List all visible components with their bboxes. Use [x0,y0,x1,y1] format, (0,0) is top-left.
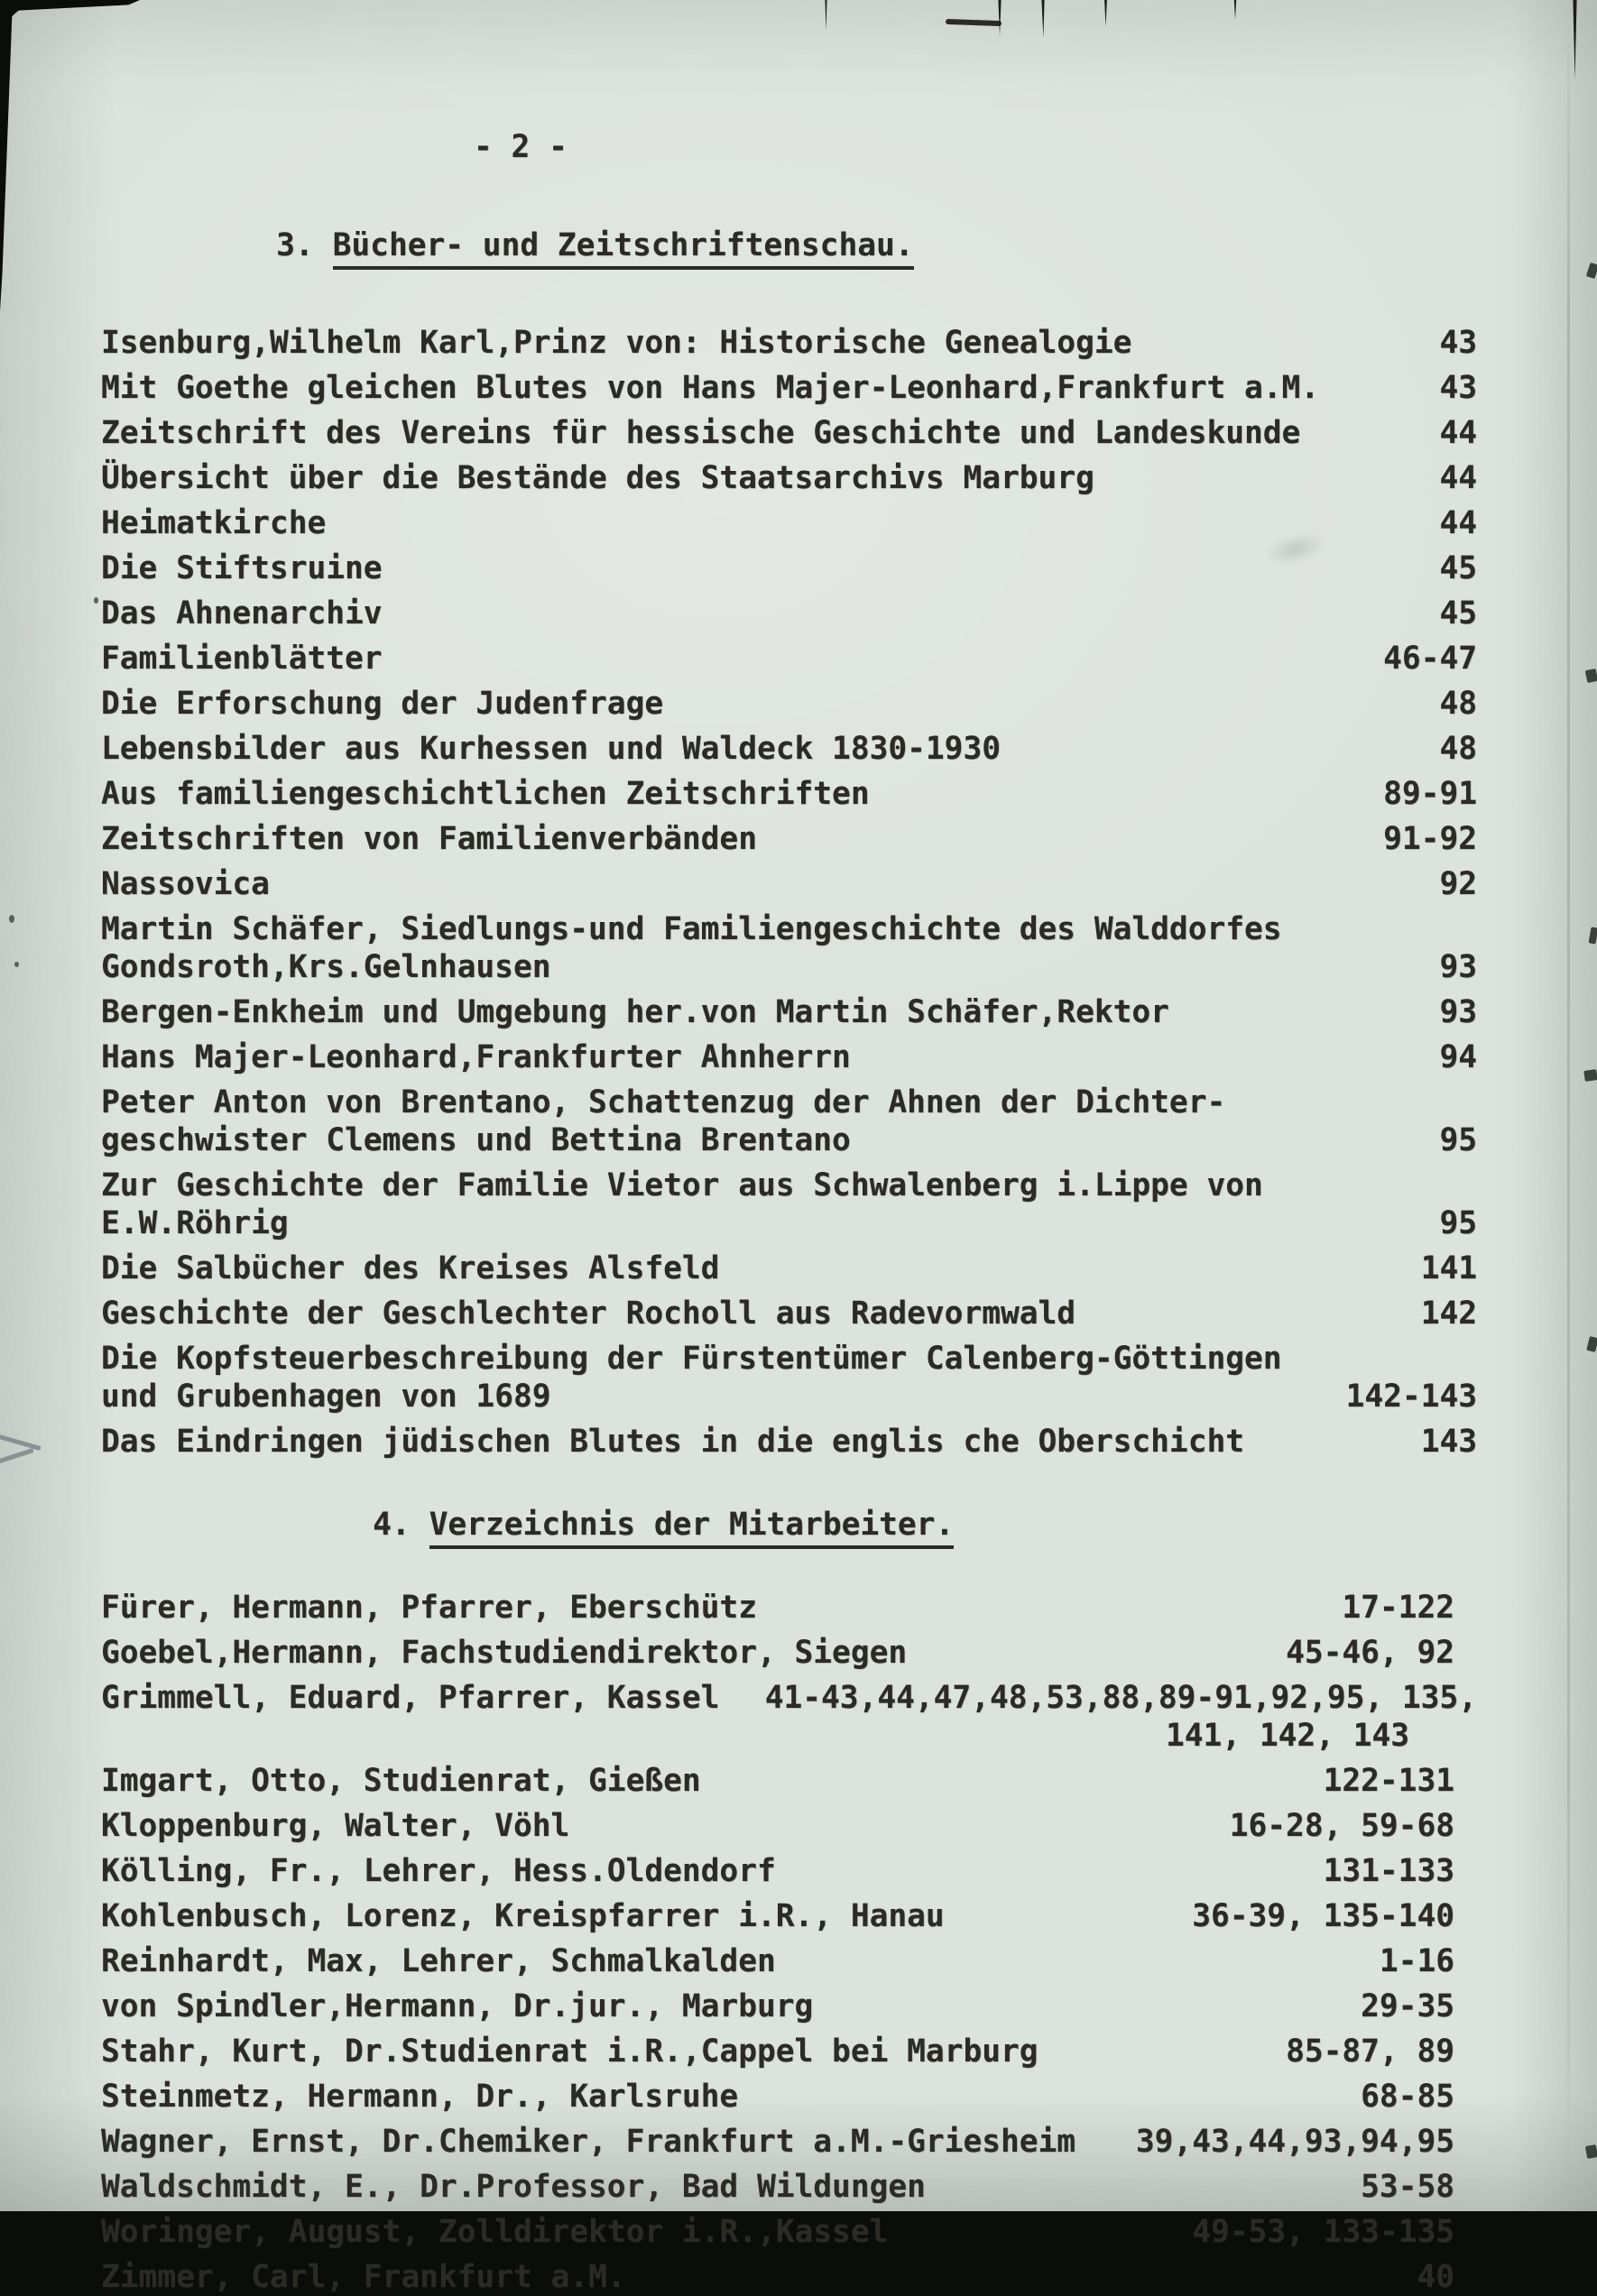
entry-pages: 91-92 [1383,821,1477,857]
entry-pages [719,1679,1477,1755]
toc-entry [101,1038,1477,1076]
entry-title: Die Stiftsruine [101,550,383,586]
entry-title: von Spindler,Hermann, Dr.jur., Marburg [101,1988,814,2024]
toc-entry [101,775,1477,813]
entry-title: Goebel,Hermann, Fachstudiendirektor, Siegen [101,1635,908,1671]
entry-pages: 92 [1439,866,1477,902]
entry-pages: 93 [1439,994,1477,1030]
entry-pages: 16-28, 59-68 [1229,1808,1454,1844]
entry-title: Peter Anton von Brentano, Schattenzug der Ahnen der Dichter- [101,1084,1226,1120]
entry-pages: 1-16 [1379,1943,1454,1979]
contributor-entry [101,1852,1477,1890]
entry-pages: 122-131 [1323,1763,1454,1799]
entry-pages: 44 [1439,460,1477,496]
entry-title: Das Eindringen jüdischen Blutes in die englis che Oberschicht [101,1424,1245,1460]
entry-pages: 17-122 [1342,1590,1454,1626]
entry-pages-line1: 41-43,44,47,48,53,88,89-91,92,95, 135, [764,1680,1477,1716]
contributor-entry [101,1679,1477,1755]
toc-entry [101,1083,1477,1159]
entry-pages: 43 [1439,325,1477,361]
entry-pages: 43 [1439,370,1477,406]
entry-pages: 53-58 [1361,2169,1454,2205]
entry-title: Reinhardt, Max, Lehrer, Schmalkalden [101,1943,776,1979]
entry-pages: 49-53, 133-135 [1192,2214,1454,2250]
contributor-entry [101,1942,1477,1980]
entry-pages: 36-39, 135-140 [1192,1898,1454,1934]
entry-title: Das Ahnenarchiv [101,595,383,632]
entry-pages: 40 [1417,2259,1454,2295]
entry-pages: 93 [1439,949,1477,985]
entry-title: Die Kopfsteuerbeschreibung der Fürstentümer Calenberg-Göttingen [101,1341,1282,1377]
entry-title: Heimatkirche [101,505,327,541]
paper-speck [14,962,19,967]
entry-title: Bergen-Enkheim und Umgebung her.von Martin Schäfer,Rektor [101,994,1169,1030]
toc-entry [101,369,1477,407]
paper-edge-nick [1585,2144,1597,2159]
toc-entry [101,685,1477,723]
entry-pages: 94 [1439,1039,1477,1075]
entry-title: Nassovica [101,866,270,902]
section-heading-mitarbeiter [298,1468,1477,1581]
document-content [101,0,1477,2296]
entry-title-line2: geschwister Clemens und Bettina Brentano [101,1122,851,1158]
entry-pages: 141 [1420,1250,1477,1286]
page-number: - 2 - [474,129,568,165]
entry-pages: 85-87, 89 [1286,2033,1454,2070]
entry-pages: 142 [1420,1296,1477,1332]
contributor-entry [101,1807,1477,1845]
section-number: 3. [276,227,314,263]
toc-entry [101,459,1477,497]
section-title: Bücher- und Zeitschriftenschau. [333,227,914,270]
entry-title: Zimmer, Carl, Frankfurt a.M. [101,2259,626,2295]
entry-title: Zeitschrift des Vereins für hessische Geschichte und Landeskunde [101,415,1301,451]
contributor-entry [101,2123,1477,2161]
toc-entry [101,1166,1477,1242]
entry-title: Steinmetz, Hermann, Dr., Karlsruhe [101,2079,739,2115]
contributor-entry [101,2168,1477,2206]
entry-pages: 44 [1439,415,1477,451]
entry-pages: 131-133 [1323,1853,1454,1889]
entry-title-line2: Gondsroth,Krs.Gelnhausen [101,949,551,985]
toc-entry [101,324,1477,362]
toc-entry [101,910,1477,986]
entry-title: Wagner, Ernst, Dr.Chemiker, Frankfurt a.M.-Griesheim [101,2124,1076,2160]
contributor-entry [101,1987,1477,2025]
entry-title: Übersicht über die Bestände des Staatsarchivs Marburg [101,460,1094,496]
contributor-entry [101,2213,1477,2251]
entry-pages: 68-85 [1361,2079,1454,2115]
contributor-entry [101,1762,1477,1800]
entry-title: Imgart, Otto, Studienrat, Gießen [101,1763,701,1799]
entry-title: Kohlenbusch, Lorenz, Kreispfarrer i.R., Hanau [101,1898,945,1934]
toc-entry [101,1423,1477,1461]
entry-pages: 89-91 [1383,776,1477,812]
entry-title: Martin Schäfer, Siedlungs-und Familiengeschichte des Walddorfes [101,911,1282,947]
paper-speck [94,597,98,604]
entry-title: Woringer, August, Zolldirektor i.R.,Kassel [101,2214,889,2250]
toc-entry [101,1295,1477,1332]
entry-pages: 29-35 [1361,1988,1454,2024]
entry-title: Kölling, Fr., Lehrer, Hess.Oldendorf [101,1853,776,1889]
entry-title: Waldschmidt, E., Dr.Professor, Bad Wildungen [101,2169,926,2205]
contributor-entry [101,1897,1477,1935]
entry-title: Zur Geschichte der Familie Vietor aus Schwalenberg i.Lippe von [101,1167,1263,1203]
section-title: Verzeichnis der Mitarbeiter. [429,1507,955,1549]
entry-pages: 46-47 [1383,641,1477,677]
contributor-entry [101,1634,1477,1672]
entry-pages: 143 [1420,1424,1477,1460]
section-heading-buecher [201,189,1477,302]
toc-entry [101,1340,1477,1415]
entry-title: Lebensbilder aus Kurhessen und Waldeck 1830-1930 [101,731,1001,767]
toc-entry [101,549,1477,587]
contributor-entry [101,2078,1477,2116]
toc-entry [101,993,1477,1031]
entry-pages-line2: 141, 142, 143 [1165,1718,1409,1754]
toc-entry [101,1249,1477,1287]
entry-pages: 45 [1439,550,1477,586]
entry-title: Hans Majer-Leonhard,Frankfurter Ahnherrn [101,1039,851,1075]
entry-title-line2: E.W.Röhrig [101,1205,289,1241]
entry-title: Familienblätter [101,641,383,677]
entry-pages: 95 [1439,1205,1477,1241]
entry-title: Kloppenburg, Walter, Vöhl [101,1808,570,1844]
contributor-entry [101,1589,1477,1627]
entry-pages: 45-46, 92 [1286,1635,1454,1671]
entry-title: Isenburg,Wilhelm Karl,Prinz von: Historische Genealogie [101,325,1132,361]
entry-title: Die Erforschung der Judenfrage [101,686,664,722]
entry-title-line2: und Grubenhagen von 1689 [101,1379,551,1415]
entry-title: Mit Goethe gleichen Blutes von Hans Majer-Leonhard,Frankfurt a.M. [101,370,1320,406]
toc-entry [101,820,1477,858]
entry-title: Die Salbücher des Kreises Alsfeld [101,1250,720,1286]
entry-title: Grimmell, Eduard, Pfarrer, Kassel [101,1680,720,1716]
toc-entry [101,595,1477,632]
paper-edge-nick [1583,1069,1597,1082]
entry-title: Zeitschriften von Familienverbänden [101,821,757,857]
entry-pages: 95 [1439,1122,1477,1158]
entry-pages: 45 [1439,595,1477,632]
toc-entry [101,414,1477,452]
entry-pages: 142-143 [1345,1379,1477,1415]
toc-entry [101,504,1477,542]
entry-title: Aus familiengeschichtlichen Zeitschriften [101,776,870,812]
toc-entry [101,730,1477,768]
toc-entry [101,865,1477,903]
entry-title: Stahr, Kurt, Dr.Studienrat i.R.,Cappel bei Marburg [101,2033,1039,2070]
entry-pages: 44 [1439,505,1477,541]
paper-crease [1567,0,1570,2211]
section-number: 4. [373,1507,411,1543]
entry-pages: 48 [1439,686,1477,722]
contributor-entry [101,2258,1477,2296]
paper-edge-nick [1585,669,1597,683]
paper-speck [9,915,14,923]
entry-title: Fürer, Hermann, Pfarrer, Eberschütz [101,1590,757,1626]
entry-pages: 39,43,44,93,94,95 [1135,2124,1454,2160]
toc-entry [101,640,1477,678]
contributor-entry [101,2033,1477,2070]
entry-title: Geschichte der Geschlechter Rocholl aus Radevormwald [101,1296,1076,1332]
entry-pages: 48 [1439,731,1477,767]
